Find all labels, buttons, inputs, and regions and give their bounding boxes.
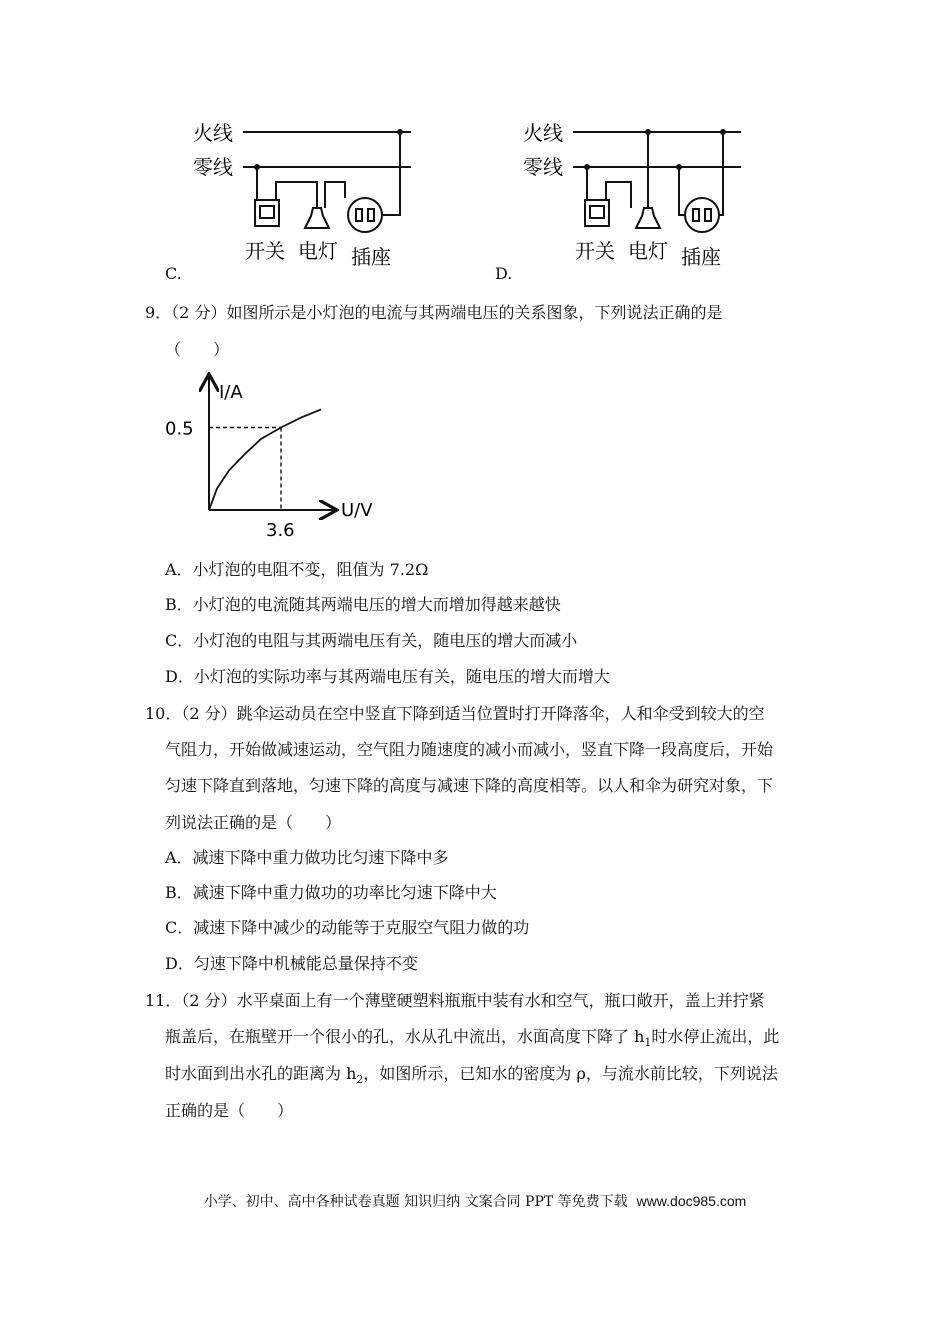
q9-option-a: A．小灯泡的电阻不变，阻值为 7.2Ω [165, 560, 429, 579]
live-wire-label: 火线 [193, 121, 233, 145]
switch-symbol [255, 200, 279, 226]
x-tick-label: 3.6 [266, 520, 295, 541]
q9-stem-bracket: （ ） [165, 340, 230, 359]
option-c-label: C. [165, 264, 182, 283]
q10-stem-line-2: 气阻力，开始做减速运动，空气阻力随速度的减小而减小，竖直下降一段高度后，开始 [165, 740, 774, 759]
footer-url[interactable]: www.doc985.com [636, 1193, 747, 1209]
live-wire-label: 火线 [523, 121, 563, 145]
neutral-wire-label: 零线 [523, 155, 563, 179]
q9-stem: 9．（2 分）如图所示是小灯泡的电流与其两端电压的关系图象，下列说法正确的是 [145, 303, 723, 322]
switch-label: 开关 [575, 239, 615, 263]
q10-option-d: D．匀速下降中机械能总量保持不变 [165, 954, 418, 973]
q9-option-c: C．小灯泡的电阻与其两端电压有关，随电压的增大而减小 [165, 631, 578, 650]
q10-option-b: B．减速下降中重力做功的功率比匀速下降中大 [165, 883, 497, 902]
lamp-symbol [636, 208, 660, 228]
q10-stem-line-1: 10．（2 分）跳伞运动员在空中竖直下降到适当位置时打开降落伞，人和伞受到较大的空 [145, 704, 765, 723]
q11-stem-line-3: 时水面到出水孔的距离为 $h_2$，如图所示，已知水的密度为 ρ，与流水前比较，下列说法 [165, 1064, 778, 1087]
footer-text: 小学、初中、高中各种试卷真题 知识归纳 文案合同 PPT 等免费下载 [203, 1194, 628, 1210]
q10-stem-line-3: 匀速下降直到落地，匀速下降的高度与减速下降的高度相等。以人和伞为研究对象，下 [165, 776, 774, 795]
q11-stem-line-1: 11．（2 分）水平桌面上有一个薄壁硬塑料瓶瓶中装有水和空气，瓶口敞开，盖上并拧紧 [145, 991, 765, 1010]
socket-symbol [685, 198, 719, 232]
option-d-label: D. [495, 264, 513, 283]
q9-option-b: B．小灯泡的电流随其两端电压的增大而增加得越来越快 [165, 595, 561, 614]
switch-label: 开关 [245, 239, 285, 263]
lamp-symbol [305, 208, 329, 228]
x-axis-label: U/V [341, 500, 373, 521]
q10-option-c: C．减速下降中减少的动能等于克服空气阻力做的功 [165, 918, 530, 937]
y-tick-label: 0.5 [165, 418, 194, 440]
lamp-label: 电灯 [628, 239, 668, 263]
q11-stem-line-4: 正确的是（ ） [165, 1101, 294, 1120]
lamp-label: 电灯 [298, 239, 338, 263]
q11-stem-line-2: 瓶盖后，在瓶壁开一个很小的孔，水从孔中流出，水面高度下降了 $h_1$时水停止流出，此 [165, 1027, 780, 1050]
circuit-diagram-d [515, 110, 755, 275]
q10-option-a: A．减速下降中重力做功比匀速下降中多 [165, 848, 449, 867]
circuit-diagram-c [185, 110, 425, 275]
switch-symbol [585, 200, 609, 226]
q9-option-d: D．小灯泡的实际功率与其两端电压有关，随电压的增大而增大 [165, 667, 610, 686]
socket-label: 插座 [681, 245, 721, 269]
q10-stem-line-4: 列说法正确的是（ ） [165, 813, 342, 832]
page-footer [0, 1191, 950, 1211]
neutral-wire-label: 零线 [193, 155, 233, 179]
socket-label: 插座 [351, 245, 391, 269]
series-line [209, 409, 321, 510]
y-axis-label: I/A [219, 382, 243, 403]
socket-symbol [348, 198, 382, 232]
iv-curve-chart [155, 370, 385, 545]
